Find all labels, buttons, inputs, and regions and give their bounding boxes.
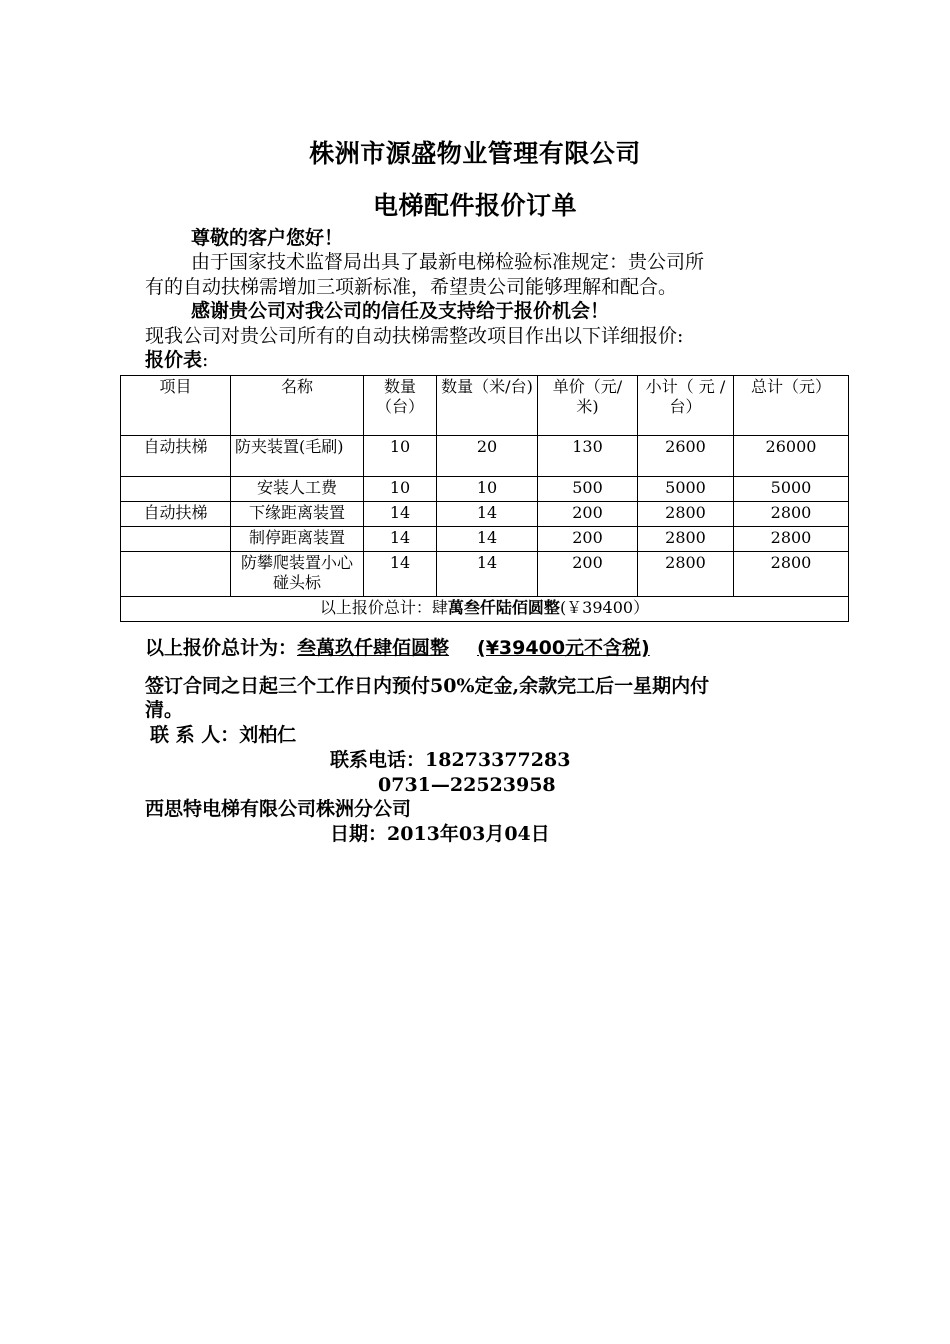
- payment-line-1: 签订合同之日起三个工作日内预付50%定金,余款完工后一星期内付: [145, 675, 710, 697]
- cell-qty-units: 10: [364, 436, 437, 477]
- table-header-row: [121, 376, 849, 436]
- footer-total-amount: (￥39400）: [559, 598, 650, 617]
- header-qty-meters: 数量（米/台): [437, 376, 538, 436]
- cell-name: 防攀爬装置小心碰头标: [231, 552, 364, 597]
- intro-line-1: 由于国家技术监督局出具了最新电梯检验标准规定：贵公司所: [191, 251, 705, 273]
- table-row: [121, 436, 849, 477]
- grand-total-caps: 叁萬玖仟肆佰圆整: [297, 637, 450, 659]
- vendor-name: 西思特电梯有限公司株洲分公司: [145, 798, 412, 820]
- cell-unit-price: 130: [538, 436, 638, 477]
- cell-qty-meters: 20: [437, 436, 538, 477]
- cell-subtotal: 2800: [638, 552, 734, 597]
- contact-phone: 联系电话：18273377283: [330, 749, 571, 771]
- quote-table: [120, 375, 849, 622]
- cell-total: 26000: [734, 436, 849, 477]
- thanks-line: 感谢贵公司对我公司的信任及支持给于报价机会！: [191, 300, 610, 322]
- header-unit-price: 单价（元/米): [538, 376, 638, 436]
- cell-item: [121, 477, 231, 502]
- cell-total: 5000: [734, 477, 849, 502]
- contact-phone-2: 0731—22523958: [378, 774, 556, 796]
- table-footer-total: [121, 597, 849, 622]
- cell-qty-units: 10: [364, 477, 437, 502]
- cell-subtotal: 2800: [638, 502, 734, 527]
- table-row: [121, 502, 849, 527]
- table-row: [121, 477, 849, 502]
- offer-line: 现我公司对贵公司所有的自动扶梯需整改项目作出以下详细报价:: [145, 325, 684, 347]
- cell-subtotal: 2800: [638, 527, 734, 552]
- header-subtotal: 小计（ 元 /台）: [638, 376, 734, 436]
- footer-total-prefix: 以上报价总计：肆: [319, 598, 448, 617]
- cell-item: 自动扶梯: [121, 502, 231, 527]
- table-row: [121, 552, 849, 597]
- cell-qty-units: 14: [364, 502, 437, 527]
- document-title: 电梯配件报价订单: [372, 191, 577, 220]
- contact-person: 联 系 人：刘柏仁: [150, 724, 297, 746]
- header-total: 总计（元）: [734, 376, 849, 436]
- header-name: 名称: [231, 376, 364, 436]
- document-date: 日期：2013年03月04日: [330, 823, 550, 845]
- cell-qty-meters: 14: [437, 552, 538, 597]
- cell-subtotal: 5000: [638, 477, 734, 502]
- cell-item: 自动扶梯: [121, 436, 231, 477]
- cell-unit-price: 200: [538, 552, 638, 597]
- cell-unit-price: 200: [538, 527, 638, 552]
- cell-total: 2800: [734, 527, 849, 552]
- table-footer-row: [121, 597, 849, 622]
- cell-qty-meters: 14: [437, 527, 538, 552]
- cell-qty-meters: 14: [437, 502, 538, 527]
- cell-name: 制停距离装置: [231, 527, 364, 552]
- cell-total: 2800: [734, 552, 849, 597]
- footer-total-caps: 萬叁仟陆佰圆整: [447, 598, 560, 617]
- cell-unit-price: 500: [538, 477, 638, 502]
- header-item: 项目: [121, 376, 231, 436]
- cell-qty-units: 14: [364, 552, 437, 597]
- table-row: [121, 527, 849, 552]
- grand-total-label: 以上报价总计为：: [145, 637, 298, 659]
- table-label: [145, 348, 810, 373]
- table-label-colon: :: [202, 349, 209, 371]
- cell-name: 防夹装置(毛刷): [231, 436, 364, 477]
- cell-name: 下缘距离装置: [231, 502, 364, 527]
- header-qty-units: 数量（台）: [364, 376, 437, 436]
- cell-subtotal: 2600: [638, 436, 734, 477]
- cell-item: [121, 552, 231, 597]
- cell-name: 安装人工费: [231, 477, 364, 502]
- payment-line-2: 清。: [145, 699, 184, 721]
- cell-qty-units: 14: [364, 527, 437, 552]
- cell-qty-meters: 10: [437, 477, 538, 502]
- grand-total-line: [145, 636, 810, 661]
- table-label-text: 报价表: [145, 349, 203, 371]
- company-title: 株洲市源盛物业管理有限公司: [309, 139, 641, 168]
- greeting: 尊敬的客户您好！: [191, 227, 344, 249]
- cell-unit-price: 200: [538, 502, 638, 527]
- cell-item: [121, 527, 231, 552]
- cell-total: 2800: [734, 502, 849, 527]
- grand-total-amount: (¥39400元不含税): [477, 637, 650, 659]
- intro-line-2: 有的自动扶梯需增加三项新标准，希望贵公司能够理解和配合。: [145, 276, 678, 298]
